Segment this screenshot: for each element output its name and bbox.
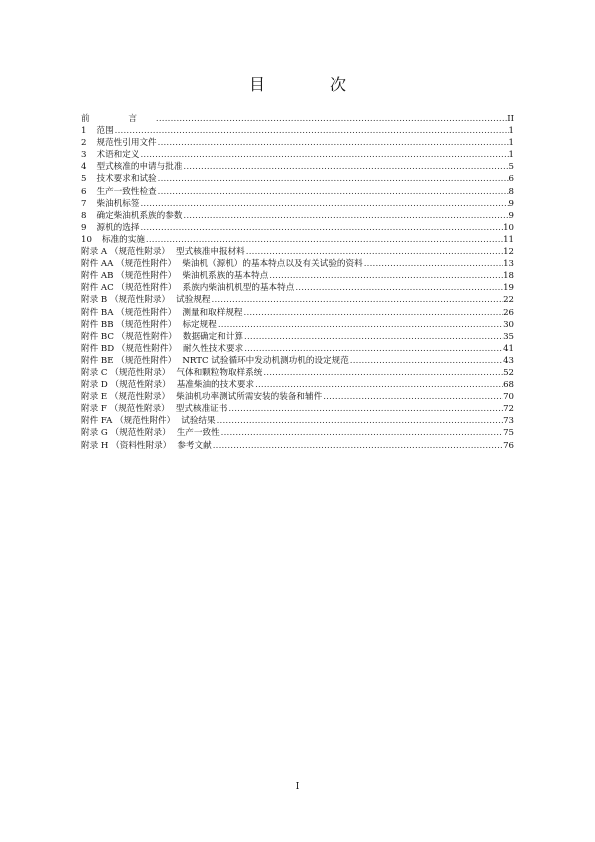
table-of-contents — [81, 113, 514, 452]
toc-entry[interactable] — [81, 415, 514, 427]
dot-leader — [114, 125, 509, 137]
toc-entry-page: II — [507, 114, 514, 124]
toc-entry-number: 附录 H （资料性附录） — [81, 440, 172, 451]
toc-entry[interactable] — [81, 161, 514, 173]
dot-leader — [155, 113, 507, 125]
toc-entry-page: 5 — [508, 162, 514, 173]
toc-entry-number: 附件 BC （规范性附件） — [81, 331, 177, 342]
toc-entry-title: 柴油机系族的基本特点 — [182, 271, 269, 282]
toc-entry-number: 前 言 — [81, 114, 155, 124]
toc-entry[interactable] — [81, 258, 514, 270]
dot-leader — [243, 307, 504, 319]
toc-entry-number: 附录 B （规范性附录） — [81, 295, 171, 306]
dot-leader — [245, 246, 503, 258]
toc-entry-number: 8 — [81, 210, 87, 221]
toc-entry-title: 生产一致性 — [176, 428, 220, 439]
toc-entry-page: 12 — [503, 247, 514, 258]
toc-entry-page: 43 — [503, 355, 514, 366]
toc-entry-page: 76 — [503, 440, 514, 451]
toc-entry-page: 72 — [503, 404, 514, 415]
toc-entry-page: 35 — [503, 331, 514, 342]
dot-leader — [212, 440, 503, 452]
toc-entry[interactable] — [81, 307, 514, 319]
dot-leader — [211, 294, 504, 306]
toc-entry-page: 1 — [508, 150, 514, 161]
dot-leader — [157, 186, 509, 198]
dot-leader — [139, 222, 503, 234]
toc-entry-page: 70 — [503, 392, 514, 403]
toc-entry-page: 8 — [508, 186, 514, 197]
toc-entry-title: NRTC 试验循环中发动机测功机的设定规范 — [182, 355, 349, 366]
toc-entry-title: 参考文献 — [177, 440, 212, 451]
toc-entry-page: 41 — [503, 343, 514, 354]
page-number: I — [295, 782, 300, 792]
toc-entry-page: 73 — [503, 416, 514, 427]
toc-entry-page: 22 — [503, 295, 514, 306]
toc-entry-number: 附录 C （规范性附录） — [81, 367, 171, 378]
dot-leader — [220, 427, 503, 439]
toc-entry-number: 9 — [81, 222, 87, 233]
dot-leader — [216, 415, 503, 427]
toc-entry[interactable] — [81, 355, 514, 367]
toc-entry-title: 气体和颗粒物取样系统 — [176, 367, 263, 378]
toc-entry-page: 18 — [503, 271, 514, 282]
toc-entry[interactable] — [81, 403, 514, 415]
toc-entry[interactable] — [81, 173, 514, 185]
toc-entry-title: 测量和取样规程 — [182, 307, 243, 318]
toc-entry-title: 柴油机标签 — [96, 198, 140, 209]
toc-entry[interactable] — [81, 294, 514, 306]
dot-leader — [262, 367, 503, 379]
toc-entry-page: 1 — [508, 138, 514, 149]
toc-entry-title: 试验结果 — [181, 416, 216, 427]
dot-leader — [139, 198, 508, 210]
toc-entry-number: 附件 FA （规范性附件） — [81, 416, 176, 427]
toc-entry[interactable] — [81, 440, 514, 452]
toc-entry-page: 9 — [508, 210, 514, 221]
toc-entry-page: 13 — [503, 259, 514, 270]
toc-entry-page: 10 — [503, 222, 514, 233]
toc-entry-title: 规范性引用文件 — [96, 138, 157, 149]
toc-entry[interactable] — [81, 319, 514, 331]
toc-entry-number: 5 — [81, 174, 87, 185]
toc-entry[interactable] — [81, 137, 514, 149]
dot-leader — [363, 258, 503, 270]
toc-entry-title: 柴油机功率测试所需安装的装备和辅件 — [176, 392, 323, 403]
toc-entry-page: 26 — [503, 307, 514, 318]
toc-entry-title: 耐久性技术要求 — [183, 343, 244, 354]
toc-entry-number: 附录 A （规范性附录） — [81, 247, 171, 258]
toc-entry-number: 附录 G （规范性附录） — [81, 428, 171, 439]
toc-entry-title: 确定柴油机系族的参数 — [96, 210, 183, 221]
toc-entry-page: 6 — [508, 174, 514, 185]
toc-entry-number: 3 — [81, 150, 87, 161]
toc-entry[interactable] — [81, 367, 514, 379]
dot-leader — [157, 137, 509, 149]
toc-entry-page: 30 — [503, 319, 514, 330]
toc-entry-number: 附录 D （规范性附录） — [81, 380, 171, 391]
toc-entry-title: 范围 — [96, 126, 114, 137]
toc-entry-number: 6 — [81, 186, 87, 197]
toc-entry-number: 附件 AC （规范性附件） — [81, 283, 177, 294]
toc-entry-title: 型式核准的申请与批准 — [96, 162, 183, 173]
toc-entry-page: 9 — [508, 198, 514, 209]
toc-entry-number: 附件 BD （规范性附件） — [81, 343, 178, 354]
toc-entry-title: 型式核准证书 — [175, 404, 228, 415]
toc-entry-title: 试验规程 — [176, 295, 211, 306]
toc-entry-number: 附件 BB （规范性附件） — [81, 319, 177, 330]
toc-entry[interactable] — [81, 222, 514, 234]
toc-entry[interactable] — [81, 113, 514, 125]
toc-entry-number: 2 — [81, 138, 87, 149]
toc-entry[interactable] — [81, 210, 514, 222]
toc-entry-number: 附件 BE （规范性附件） — [81, 355, 177, 366]
toc-entry[interactable] — [81, 125, 514, 137]
dot-leader — [145, 234, 503, 246]
toc-entry-number: 附件 AB （规范性附件） — [81, 271, 177, 282]
toc-entry[interactable] — [81, 391, 514, 403]
toc-entry-title: 生产一致性检查 — [96, 186, 157, 197]
toc-entry[interactable] — [81, 149, 514, 161]
dot-leader — [182, 161, 508, 173]
toc-entry-title: 系族内柴油机机型的基本特点 — [182, 283, 295, 294]
toc-entry[interactable] — [81, 331, 514, 343]
dot-leader — [182, 210, 508, 222]
toc-entry[interactable] — [81, 234, 514, 246]
toc-entry-number: 附录 E （规范性附录） — [81, 392, 171, 403]
toc-entry-title: 基准柴油的技术要求 — [176, 380, 255, 391]
dot-leader — [227, 403, 503, 415]
dot-leader — [268, 270, 503, 282]
dot-leader — [217, 319, 503, 331]
toc-entry-page: 19 — [503, 283, 514, 294]
toc-entry-number: 附件 AA （规范性附件） — [81, 259, 177, 270]
toc-entry[interactable] — [81, 343, 514, 355]
toc-entry[interactable] — [81, 282, 514, 294]
toc-entry-title: 型式核准申报材料 — [176, 247, 245, 258]
dot-leader — [254, 379, 503, 391]
dot-leader — [294, 282, 503, 294]
toc-entry-page: 11 — [503, 234, 514, 245]
dot-leader — [139, 149, 508, 161]
page-title: 目 次 — [248, 75, 377, 94]
dot-leader — [157, 173, 509, 185]
toc-entry-title: 标准的实施 — [101, 234, 145, 245]
toc-entry-number: 7 — [81, 198, 87, 209]
toc-entry-number: 附件 BA （规范性附件） — [81, 307, 177, 318]
toc-entry-title: 术语和定义 — [96, 150, 140, 161]
toc-entry-page: 1 — [508, 126, 514, 137]
toc-entry-page: 68 — [503, 380, 514, 391]
dot-leader — [243, 331, 503, 343]
toc-entry-title: 柴油机（源机）的基本特点以及有关试验的资料 — [182, 259, 363, 270]
toc-entry-title: 标定规程 — [182, 319, 217, 330]
toc-entry-page: 52 — [503, 367, 514, 378]
dot-leader — [349, 355, 503, 367]
toc-entry[interactable] — [81, 270, 514, 282]
toc-entry[interactable] — [81, 379, 514, 391]
toc-entry-number: 附录 F （规范性附录） — [81, 404, 170, 415]
toc-entry[interactable] — [81, 427, 514, 439]
toc-entry[interactable] — [81, 186, 514, 198]
toc-entry-page: 75 — [503, 428, 514, 439]
toc-entry-number: 1 — [81, 126, 87, 137]
toc-entry[interactable] — [81, 246, 514, 258]
toc-entry-title: 源机的选择 — [96, 222, 140, 233]
toc-entry[interactable] — [81, 198, 514, 210]
toc-entry-title: 技术要求和试验 — [96, 174, 157, 185]
dot-leader — [243, 343, 503, 355]
toc-entry-number: 10 — [81, 234, 92, 245]
toc-entry-title: 数据确定和计算 — [182, 331, 244, 342]
dot-leader — [322, 391, 503, 403]
toc-entry-number: 4 — [81, 162, 87, 173]
